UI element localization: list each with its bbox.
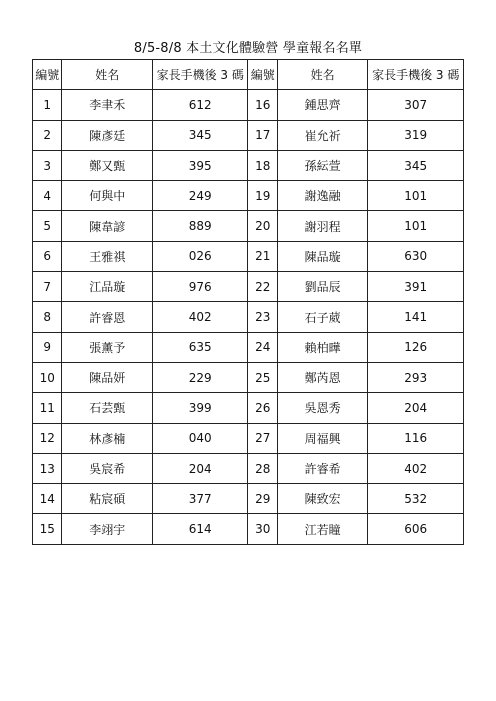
right-name-cell: 賴柏曄	[277, 332, 367, 362]
left-phone-cell: 229	[152, 362, 248, 392]
roster-body	[33, 90, 464, 544]
table-row	[33, 484, 464, 514]
left-phone-cell: 249	[152, 181, 248, 211]
right-phone-cell: 532	[368, 484, 464, 514]
left-number-cell: 10	[33, 362, 62, 392]
left-name-cell: 何與中	[62, 181, 152, 211]
left-number-cell: 9	[33, 332, 62, 362]
table-row	[33, 423, 464, 453]
left-name-cell: 林彥楠	[62, 423, 152, 453]
left-number-cell: 11	[33, 393, 62, 423]
left-name-cell: 張薰予	[62, 332, 152, 362]
table-row	[33, 272, 464, 302]
right-name-cell: 謝逸融	[277, 181, 367, 211]
table-row	[33, 362, 464, 392]
left-name-cell: 許睿恩	[62, 302, 152, 332]
left-number-cell: 1	[33, 90, 62, 120]
right-number-cell: 27	[248, 423, 277, 453]
right-phone-cell: 630	[368, 241, 464, 271]
page-title: 8/5-8/8 本土文化體驗營 學童報名名單	[133, 41, 363, 56]
table-row	[33, 90, 464, 120]
table-row	[33, 150, 464, 180]
left-phone-cell: 889	[152, 211, 248, 241]
left-phone-cell: 399	[152, 393, 248, 423]
right-name-cell: 石子葳	[277, 302, 367, 332]
left-number-cell: 8	[33, 302, 62, 332]
right-name-cell: 許睿希	[277, 453, 367, 483]
table-row	[33, 120, 464, 150]
right-name-cell: 陳致宏	[277, 484, 367, 514]
right-name-cell: 謝羽程	[277, 211, 367, 241]
left-name-cell: 陳韋諺	[62, 211, 152, 241]
right-phone-cell: 307	[368, 90, 464, 120]
right-phone-cell: 101	[368, 211, 464, 241]
table-row	[33, 181, 464, 211]
left-phone-cell: 612	[152, 90, 248, 120]
left-name-cell: 吳宸希	[62, 453, 152, 483]
table-row	[33, 514, 464, 544]
right-number-cell: 26	[248, 393, 277, 423]
table-row	[33, 211, 464, 241]
left-number-cell: 6	[33, 241, 62, 271]
right-number-cell: 16	[248, 90, 277, 120]
left-number-cell: 4	[33, 181, 62, 211]
left-name-cell: 陳品妍	[62, 362, 152, 392]
header-row	[33, 60, 464, 90]
right-phone-cell: 345	[368, 150, 464, 180]
right-phone-cell: 606	[368, 514, 464, 544]
right-number-cell: 17	[248, 120, 277, 150]
right-number-cell: 22	[248, 272, 277, 302]
left-phone-cell: 395	[152, 150, 248, 180]
left-name-cell: 王雅祺	[62, 241, 152, 271]
header-phone: 家長手機後 3 碼	[152, 60, 248, 90]
left-phone-cell: 614	[152, 514, 248, 544]
left-phone-cell: 402	[152, 302, 248, 332]
left-phone-cell: 377	[152, 484, 248, 514]
header-number: 編號	[248, 60, 277, 90]
right-phone-cell: 402	[368, 453, 464, 483]
left-number-cell: 12	[33, 423, 62, 453]
left-phone-cell: 040	[152, 423, 248, 453]
left-number-cell: 14	[33, 484, 62, 514]
left-name-cell: 粘宸碩	[62, 484, 152, 514]
right-phone-cell: 141	[368, 302, 464, 332]
header-number: 編號	[33, 60, 62, 90]
left-number-cell: 15	[33, 514, 62, 544]
header-name: 姓名	[277, 60, 367, 90]
right-number-cell: 29	[248, 484, 277, 514]
roster-table	[32, 59, 464, 545]
left-phone-cell: 345	[152, 120, 248, 150]
left-name-cell: 陳彥廷	[62, 120, 152, 150]
right-name-cell: 鍾思齊	[277, 90, 367, 120]
right-number-cell: 25	[248, 362, 277, 392]
left-phone-cell: 635	[152, 332, 248, 362]
right-phone-cell: 391	[368, 272, 464, 302]
right-name-cell: 陳品璇	[277, 241, 367, 271]
left-phone-cell: 026	[152, 241, 248, 271]
right-phone-cell: 126	[368, 332, 464, 362]
right-name-cell: 劉品辰	[277, 272, 367, 302]
table-row	[33, 332, 464, 362]
left-number-cell: 7	[33, 272, 62, 302]
right-name-cell: 鄭芮恩	[277, 362, 367, 392]
left-phone-cell: 204	[152, 453, 248, 483]
right-number-cell: 20	[248, 211, 277, 241]
right-name-cell: 孫紜萱	[277, 150, 367, 180]
table-row	[33, 453, 464, 483]
right-name-cell: 江若瞳	[277, 514, 367, 544]
left-number-cell: 5	[33, 211, 62, 241]
header-name: 姓名	[62, 60, 152, 90]
right-name-cell: 吳恩秀	[277, 393, 367, 423]
right-name-cell: 周福興	[277, 423, 367, 453]
left-number-cell: 2	[33, 120, 62, 150]
right-number-cell: 24	[248, 332, 277, 362]
right-phone-cell: 116	[368, 423, 464, 453]
right-number-cell: 19	[248, 181, 277, 211]
left-name-cell: 江品璇	[62, 272, 152, 302]
left-name-cell: 鄭又甄	[62, 150, 152, 180]
left-number-cell: 13	[33, 453, 62, 483]
header-phone: 家長手機後 3 碼	[368, 60, 464, 90]
right-number-cell: 21	[248, 241, 277, 271]
left-name-cell: 石芸甄	[62, 393, 152, 423]
left-name-cell: 李聿禾	[62, 90, 152, 120]
right-name-cell: 崔允祈	[277, 120, 367, 150]
table-row	[33, 302, 464, 332]
right-phone-cell: 101	[368, 181, 464, 211]
right-number-cell: 18	[248, 150, 277, 180]
right-phone-cell: 319	[368, 120, 464, 150]
right-number-cell: 28	[248, 453, 277, 483]
left-number-cell: 3	[33, 150, 62, 180]
table-row	[33, 393, 464, 423]
right-number-cell: 30	[248, 514, 277, 544]
right-number-cell: 23	[248, 302, 277, 332]
right-phone-cell: 204	[368, 393, 464, 423]
left-phone-cell: 976	[152, 272, 248, 302]
right-phone-cell: 293	[368, 362, 464, 392]
left-name-cell: 李翊宇	[62, 514, 152, 544]
table-row	[33, 241, 464, 271]
